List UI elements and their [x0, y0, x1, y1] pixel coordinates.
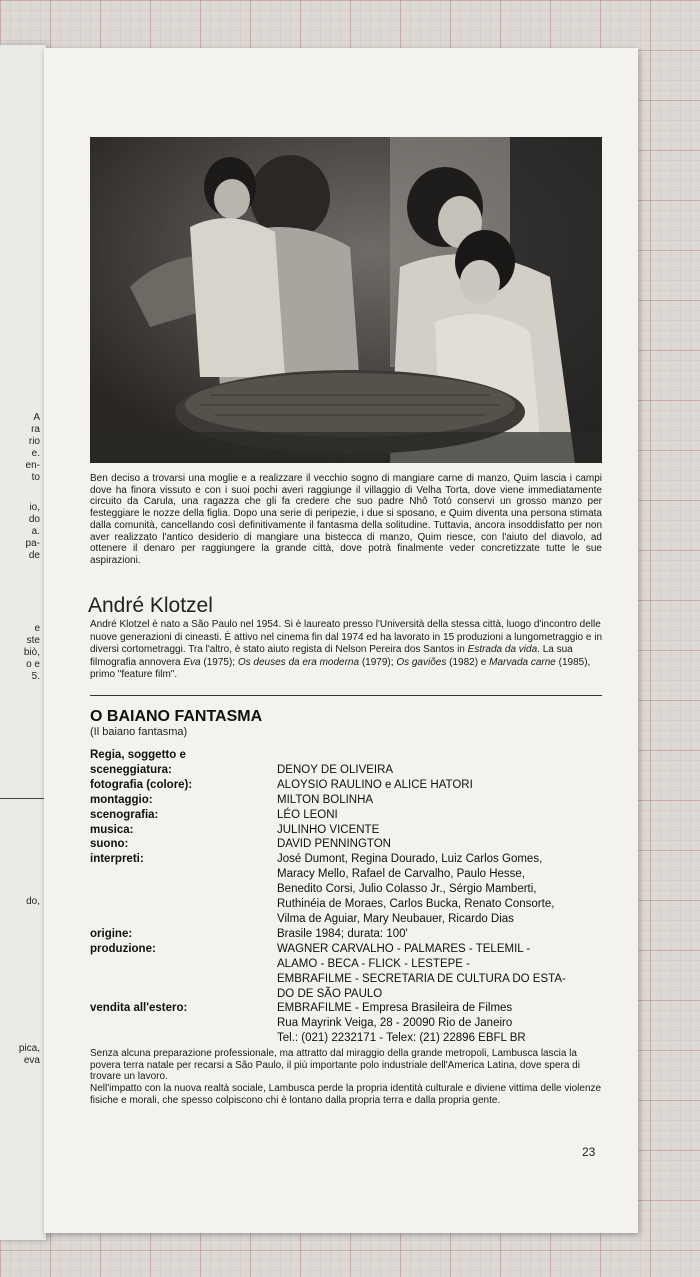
film-still-photo [90, 137, 602, 463]
credit-value: WAGNER CARVALHO - PALMARES - TELEMIL - ALAMO - BECA - FLICK - LESTEPE - EMBRAFILME - SECRETARIA DE CULTURA DO ESTA- DO DE SÃO PAULO [277, 942, 566, 1000]
description-paragraph: Senza alcuna preparazione professionale, ma attratto dal miraggio della grande metropoli, Lambusca lascia la povera terra natale per recarsi a São Paulo, il più importante polo industriale dell'America Latina, dove spera di trovare un lavoro. [90, 1048, 580, 1083]
director-name: André Klotzel [88, 594, 213, 617]
credit-label: scenografia: [90, 808, 159, 821]
magazine-page [44, 48, 638, 1233]
left-page-rule [0, 798, 46, 799]
credit-label: origine: [90, 927, 133, 940]
credit-label: produzione: [90, 942, 156, 955]
page-number: 23 [582, 1145, 596, 1159]
left-page [0, 45, 46, 1240]
film-title-reference: Os gaviões [396, 656, 447, 668]
left-page-fragment: e ste biò, o e 5. [23, 623, 40, 682]
film-title: O BAIANO FANTASMA [90, 708, 263, 725]
bio-text: (1982) e [446, 656, 490, 668]
credit-row [90, 793, 610, 808]
left-page-fragment: pica, eva [18, 1043, 40, 1066]
film-title-reference: Os deuses da era moderna [237, 656, 360, 668]
film-description [90, 1048, 602, 1107]
credit-row [90, 837, 610, 852]
credit-row [90, 778, 610, 793]
director-bio [90, 619, 602, 682]
credit-row [90, 852, 610, 927]
film-title-reference: Eva [183, 656, 201, 668]
credit-value: LÉO LEONI [277, 808, 338, 821]
credit-value: Brasile 1984; durata: 100' [277, 927, 408, 940]
credit-value: MILTON BOLINHA [277, 793, 374, 806]
description-paragraph: Nell'impatto con la nuova realtà sociale, Lambusca perde la propria identità culturale e diviene vittima delle violenze fisiche e morali, che spesso colpiscono chi è lontano dalla propria terra e dalla propria gente. [90, 1083, 602, 1106]
left-page-fragment: do, [26, 896, 40, 907]
credit-label: fotografia (colore): [90, 778, 193, 791]
synopsis-text: Ben deciso a trovarsi una moglie e a realizzare il vecchio sogno di mangiare carne di manzo, Quim lascia i campi dove ha finora vissuto e con i suoi pochi averi raggiunge il villaggio di Velha Torta, dove viene immediatamente circuito da Carula, una ragazza che gli fa credere che suo padre Nhô Totó conservi un grosso manzo per festeggiare le nozze della figlia. Dopo una serie di peripezie, i due si sposano, e Quim diventa una persona stimata dalla comunità, cancellando così definitivamente il fantasma della solitudine. Tuttavia, ancora insoddisfatto per non aver realizzato l'antico desiderio di mangiare una bistecca di manzo, Quim riesce, con l'aiuto del diavolo, ad ottenere il denaro per raggiungere la grande città, dove potrà finalmente veder concretizzate tutte le sue aspirazioni. [90, 473, 602, 566]
left-page-fragment: io, do a. pa- de [25, 502, 40, 561]
film-title-reference: Estrada da vida [467, 644, 538, 655]
section-divider [90, 695, 602, 696]
credit-label: interpreti: [90, 853, 144, 866]
credit-value: ALOYSIO RAULINO e ALICE HATORI [277, 778, 473, 791]
left-page-fragment: A ra rio e. en- to [25, 412, 40, 483]
credit-row [90, 748, 610, 778]
credit-value: JULINHO VICENTE [277, 823, 380, 836]
credit-label: vendita all'estero: [90, 1002, 188, 1015]
credit-value: EMBRAFILME - Empresa Brasileira de Filmes Rua Mayrink Veiga, 28 - 20090 Rio de Janeiro Tel.: (021) 2232171 - Telex: (21) 22896 EBFL BR [277, 1002, 526, 1045]
film-subtitle: (Il baiano fantasma) [90, 726, 188, 738]
bio-text: (1985), primo "feature film". [90, 656, 591, 680]
credit-row [90, 823, 610, 838]
credit-row [90, 1001, 610, 1046]
credit-row [90, 942, 610, 1002]
credit-label: Regia, soggetto e sceneggiatura: [90, 749, 186, 776]
credit-label: montaggio: [90, 793, 153, 806]
credit-label: musica: [90, 823, 134, 836]
bio-text: . La sua filmografia annovera [90, 644, 573, 668]
credit-row [90, 927, 610, 942]
credit-value: DENOY DE OLIVEIRA [277, 763, 394, 776]
credit-value: José Dumont, Regina Dourado, Luiz Carlos Gomes, Maracy Mello, Rafael de Carvalho, Paulo Hesse, Benedito Corsi, Julio Colasso Jr., Sérgio Mamberti, Ruthinéia de Moraes, Carlos Bucka, Renato Consorte, Vilma de Aguiar, Mary Neubauer, Ricardo Dias [277, 853, 555, 925]
film-title-reference: Marvada carne [489, 656, 556, 668]
bio-text: André Klotzel è nato a São Paulo nel 1954. Si è laureato presso l'Università della stessa città, luogo d'incontro delle nuove generazioni di cineasti. È attivo nel cinema fin dal 1974 ed ha lavorato in 15 produzioni a lungometraggio e in diversi cortometraggi. Tra l'altro, è stato aiuto regista di Nelson Pereira dos Santos in [90, 619, 603, 655]
photo-icon [90, 137, 602, 463]
credits-table [90, 748, 610, 1046]
credit-label: suono: [90, 838, 129, 851]
credit-row [90, 808, 610, 823]
credit-value: DAVID PENNINGTON [277, 838, 391, 851]
bio-text: (1975); [200, 656, 238, 668]
bio-text: (1979); [359, 656, 397, 668]
